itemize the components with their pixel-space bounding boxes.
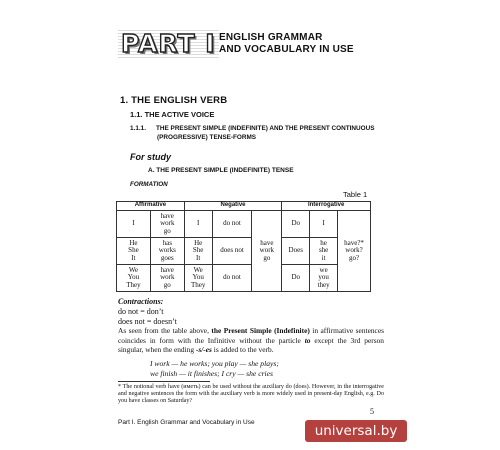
header-negative: Negative: [184, 202, 282, 211]
int-verb-cell: have?* work? go?: [338, 211, 371, 292]
contractions-block: [118, 297, 177, 327]
int-aux-cell: Does: [282, 238, 310, 265]
conjugation-table: [116, 201, 371, 292]
part-title-line-2: AND VOCABULARY IN USE: [219, 44, 354, 55]
part-logo: PART I: [118, 30, 219, 58]
contractions-title: Contractions:: [118, 297, 164, 306]
watermark-badge: universal.by: [305, 420, 407, 442]
table-caption: Table 1: [343, 190, 368, 199]
neg-verb-cell: have work go: [252, 211, 282, 292]
contraction-line: do not = don’t: [118, 307, 164, 316]
subsubsection-title-line-1: THE PRESENT SIMPLE (INDEFINITE) AND THE PRESENT CONTINUOUS: [156, 125, 375, 132]
aff-verb-cell: have work go: [150, 265, 184, 292]
paragraph-text: in affirmative sentences coincides in form with the Infinitive without the particle: [118, 326, 384, 345]
contraction-line: does not = doesn’t: [118, 317, 177, 326]
footnote-divider: [118, 381, 210, 382]
aff-subject-cell: I: [117, 211, 151, 238]
subsubsection-number: 1.1.1.: [130, 125, 146, 132]
example-line: I work — he works; you play — she plays;: [150, 359, 279, 368]
aff-verb-cell: has works goes: [150, 238, 184, 265]
table-row: [117, 238, 371, 265]
header-interrogative: Interrogative: [282, 202, 371, 211]
particle-to: to: [304, 335, 311, 345]
neg-subject-cell: We You They: [184, 265, 212, 292]
formation-heading: FORMATION: [130, 181, 168, 188]
part-header: [118, 29, 354, 58]
neg-subject-cell: I: [184, 211, 212, 238]
part-title-line-1: ENGLISH GRAMMAR: [219, 32, 323, 43]
tense-heading: A. THE PRESENT SIMPLE (INDEFINITE) TENSE: [148, 167, 294, 174]
paragraph-text: except the 3rd person singular, when the ending: [118, 335, 385, 355]
aff-subject-cell: He She It: [117, 238, 151, 265]
running-footer: Part I. English Grammar and Vocabulary in Use: [118, 419, 255, 426]
neg-aux-cell: does not: [212, 238, 252, 265]
for-study-heading: For study: [130, 152, 172, 162]
footnote: * The notional verb have (иметь) can be used without the auxiliary do (does). However, in the interrogative and negative sentences the form with the auxiliary verb is more widely used in present-day English, e.g. Do you have classes on Saturday?: [118, 384, 384, 405]
neg-aux-cell: do not: [212, 211, 252, 238]
ending-s-es: -s/-es: [195, 345, 212, 355]
table-row: [117, 265, 371, 292]
int-subject-cell: we you they: [310, 265, 338, 292]
subsubsection-title-line-2: (PROGRESSIVE) TENSE-FORMS: [157, 134, 257, 141]
paragraph-text: As seen from the table above,: [118, 326, 212, 335]
explanation-paragraph: [118, 326, 384, 355]
subsection-heading: 1.1. THE ACTIVE VOICE: [130, 110, 215, 119]
paragraph-text: is added to the verb.: [211, 345, 274, 355]
example-line: we finish — it finishes; I cry — she cries: [150, 369, 273, 378]
section-heading: 1. THE ENGLISH VERB: [120, 95, 228, 106]
aff-verb-cell: have work go: [150, 211, 184, 238]
neg-aux-cell: do not: [212, 265, 252, 292]
int-subject-cell: he she it: [310, 238, 338, 265]
int-aux-cell: Do: [282, 211, 310, 238]
page-number: 5: [370, 407, 374, 416]
int-aux-cell: Do: [282, 265, 310, 292]
header-affirmative: Affirmative: [117, 202, 185, 211]
part-title: [219, 32, 379, 56]
tense-name-bold: the Present Simple (Indefinite): [211, 326, 310, 335]
neg-subject-cell: He She It: [184, 238, 212, 265]
examples-block: [150, 359, 279, 379]
int-subject-cell: I: [310, 211, 338, 238]
table-row: [117, 211, 371, 238]
subsubsection-heading: [130, 124, 374, 142]
aff-subject-cell: We You They: [117, 265, 151, 292]
